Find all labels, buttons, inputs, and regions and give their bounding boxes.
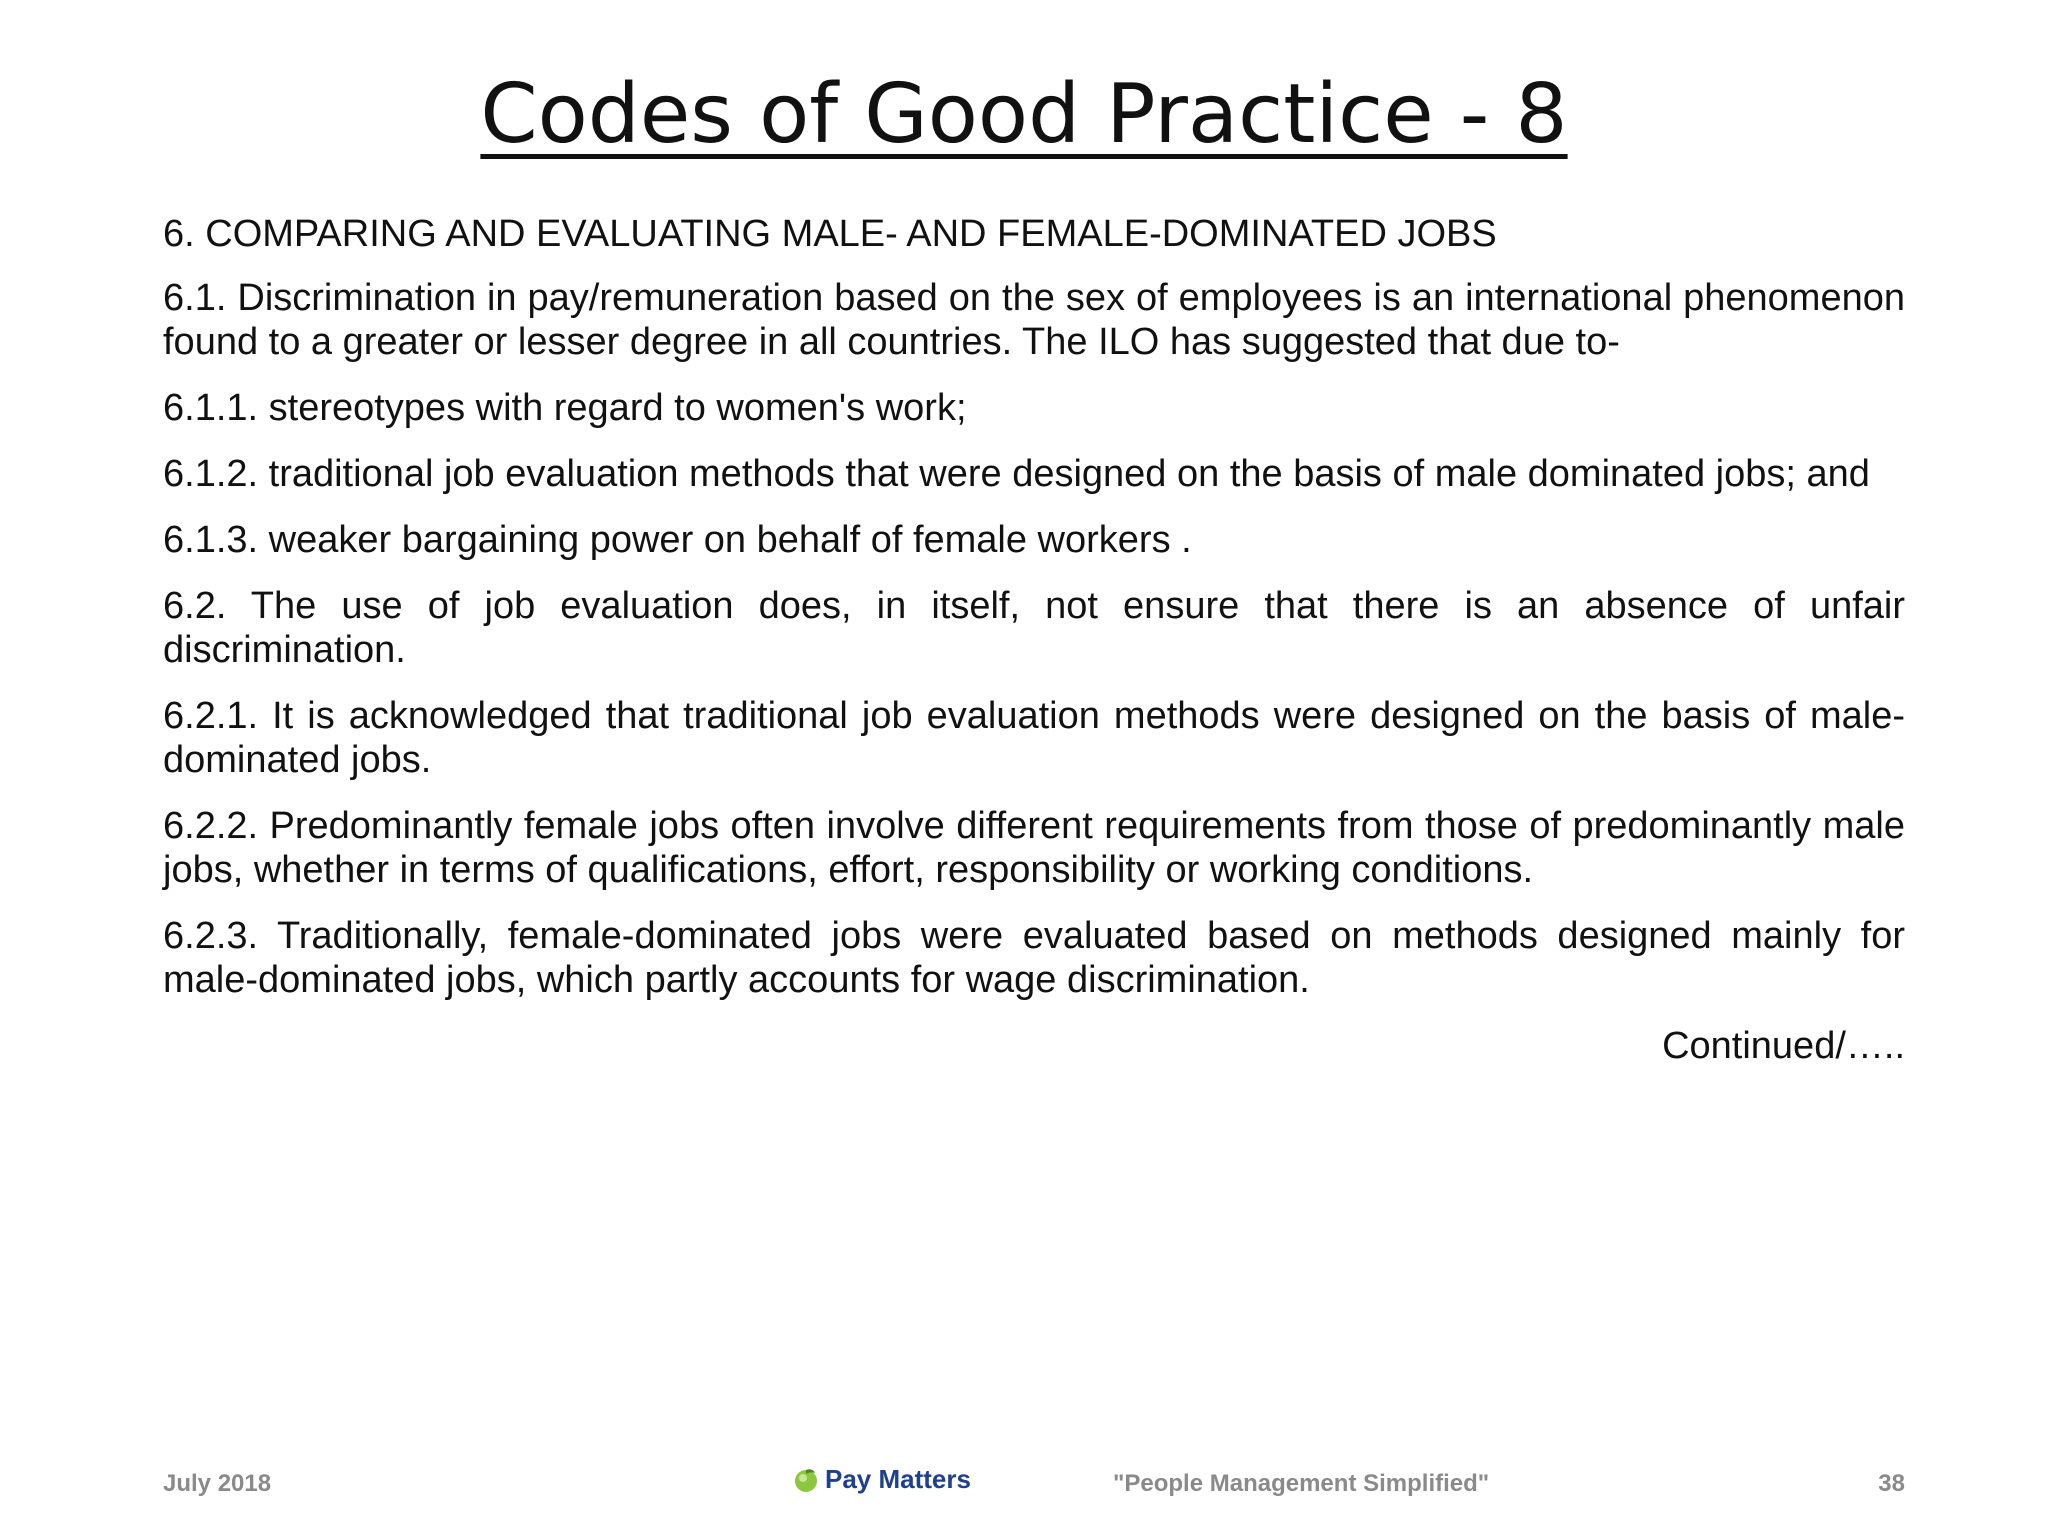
page-number: 38	[1878, 1470, 1905, 1497]
paragraph-6-2-2: 6.2.2. Predominantly female jobs often involve different requirements from those of predominantly male jobs, whether in terms of qualifications, effort, responsibility or working conditions.	[163, 805, 1905, 891]
footer-date: July 2018	[163, 1470, 272, 1497]
slide-title-text: Codes of Good Practice - 8	[480, 67, 1568, 162]
paragraph-6-1-2: 6.1.2. traditional job evaluation methods that were designed on the basis of male dominated jobs; and	[163, 453, 1870, 495]
slide-title	[0, 67, 2048, 162]
paragraph-6-1: 6.1. Discrimination in pay/remuneration based on the sex of employees is an international phenomenon found to a greater or lesser degree in all countries. The ILO has suggested that due to-	[163, 277, 1905, 363]
footer-tagline: "People Management Simplified"	[1113, 1470, 1490, 1497]
paragraph-6-1-3: 6.1.3. weaker bargaining power on behalf of female workers .	[163, 519, 1192, 561]
continued-note: Continued/…..	[1662, 1025, 1905, 1067]
logo-text: Pay Matters	[825, 1464, 971, 1494]
paragraph-6-1-1: 6.1.1. stereotypes with regard to women's work;	[163, 387, 967, 429]
paragraph-6-2-3: 6.2.3. Traditionally, female-dominated jobs were evaluated based on methods designed mainly for male-dominated jobs, which partly accounts for wage discrimination.	[163, 915, 1905, 1001]
section-heading: 6. COMPARING AND EVALUATING MALE- AND FEMALE-DOMINATED JOBS	[163, 213, 1497, 255]
paragraph-6-2-1: 6.2.1. It is acknowledged that traditional job evaluation methods were designed on the basis of male-dominated jobs.	[163, 695, 1905, 781]
pay-matters-logo	[793, 1464, 971, 1495]
slide-footer	[163, 1464, 1905, 1500]
slide-body	[163, 212, 1905, 1068]
paragraph-6-2: 6.2. The use of job evaluation does, in itself, not ensure that there is an absence of unfair discrimination.	[163, 585, 1905, 671]
pay-matters-logo-icon	[793, 1467, 819, 1493]
